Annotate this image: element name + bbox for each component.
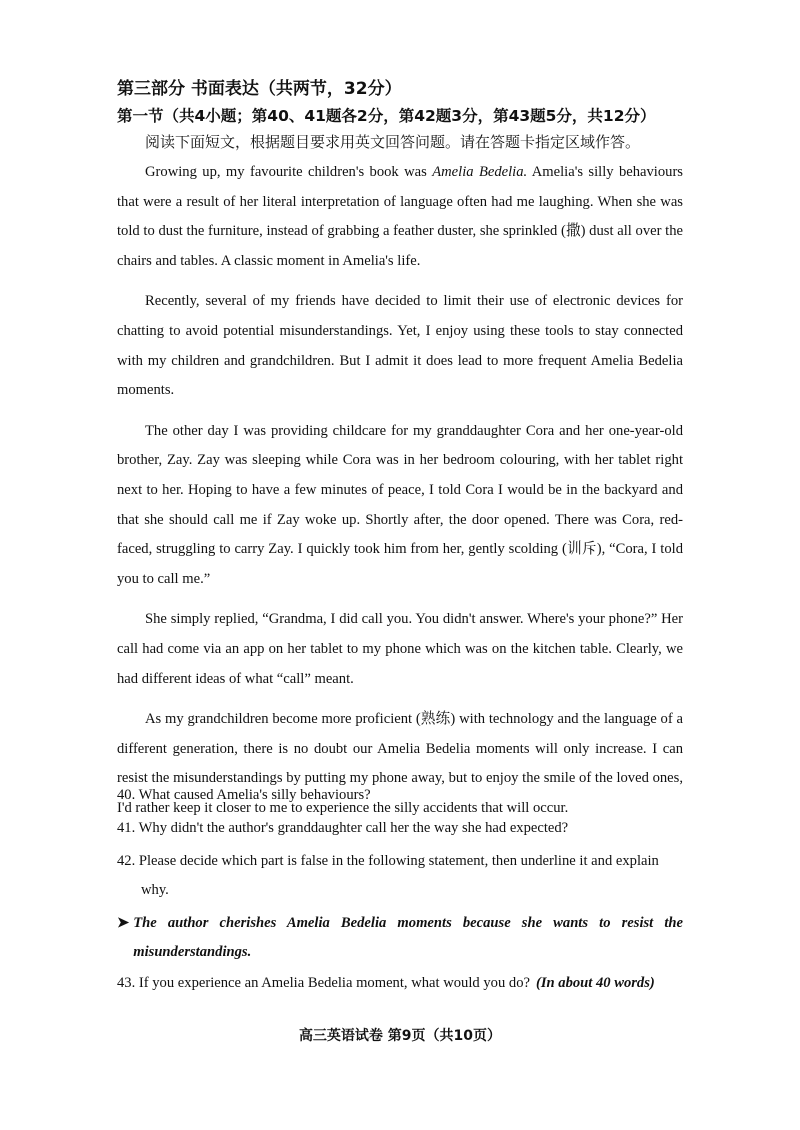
question-42-statement <box>117 909 683 967</box>
part-title: 第三部分 书面表达（共两节，32分） <box>117 79 402 99</box>
passage-paragraph-1 <box>117 158 683 276</box>
question-42-continuation: why. <box>141 882 169 898</box>
question-list <box>117 781 683 1002</box>
question-40: 40. What caused Amelia's silly behaviours? <box>117 787 371 803</box>
book-title: Amelia Bedelia. <box>432 164 528 180</box>
question-43-text: 43. If you experience an Amelia Bedelia moment, what would you do? <box>117 975 530 991</box>
page-footer: 高三英语试卷 第9页（共10页） <box>298 1028 502 1044</box>
statement-text: The author cherishes Amelia Bedelia moments because she wants to resist the misunderstandings. <box>133 915 683 960</box>
instruction-text: 阅读下面短文，根据题目要求用英文回答问题。请在答题卡指定区域作答。 <box>145 133 641 151</box>
passage-paragraph-4: She simply replied, “Grandma, I did call you. You didn't answer. Where's your phone?” Her call had come via an app on her tablet to my phone which was on the kitchen table. Clearly, we had different ideas of what “call” meant. <box>117 611 683 687</box>
word-limit-note: (In about 40 words) <box>535 975 655 991</box>
question-42: 42. Please decide which part is false in the following statement, then underline it and explain <box>117 853 659 869</box>
arrow-icon: ➤ <box>117 915 130 931</box>
passage-paragraph-2: Recently, several of my friends have decided to limit their use of electronic devices for chatting to avoid potential misunderstandings. Yet, I enjoy using these tools to stay connected with my children and grandchildren. But I admit it does lead to more frequent Amelia Bedelia moments. <box>117 293 683 399</box>
reading-passage <box>117 158 683 823</box>
p1-text-a: Growing up, my favourite children's book was <box>145 164 433 180</box>
question-43 <box>117 969 683 998</box>
passage-paragraph-3: The other day I was providing childcare for my granddaughter Cora and her one-year-old brother, Zay. Zay was sleeping while Cora was in her bedroom colouring, with her tablet right next to her. Hoping to have a few minutes of peace, I told Cora I would be in the backyard and that she should call me if Zay woke up. Shortly after, the door opened. There was Cora, red-faced, struggling to carry Zay. I quickly took him from her, gently scolding (训斥), “Cora, I told you to call me.” <box>117 422 683 587</box>
section-title: 第一节（共4小题；第40、41题各2分，第42题3分，第43题5分，共12分） <box>117 107 656 125</box>
question-41: 41. Why didn't the author's granddaughter call her the way she had expected? <box>117 820 569 836</box>
passage-paragraph-5: As my grandchildren become more proficient (熟练) with technology and the language of a different generation, there is no doubt our Amelia Bedelia moments will only increase. I can resist the misunderstandings by putting my phone away, but to enjoy the smile of the loved ones, I'd rather keep it closer to me to experience the silly accidents that will occur. <box>117 711 683 816</box>
p1-text-b: Amelia's silly behaviours that were a result of her literal interpretation of language often had me laughing. When she was told to dust the furniture, instead of grabbing a feather duster, she sprinkled (撒) dust all over the chairs and tables. A classic moment in Amelia's life. <box>117 164 683 269</box>
